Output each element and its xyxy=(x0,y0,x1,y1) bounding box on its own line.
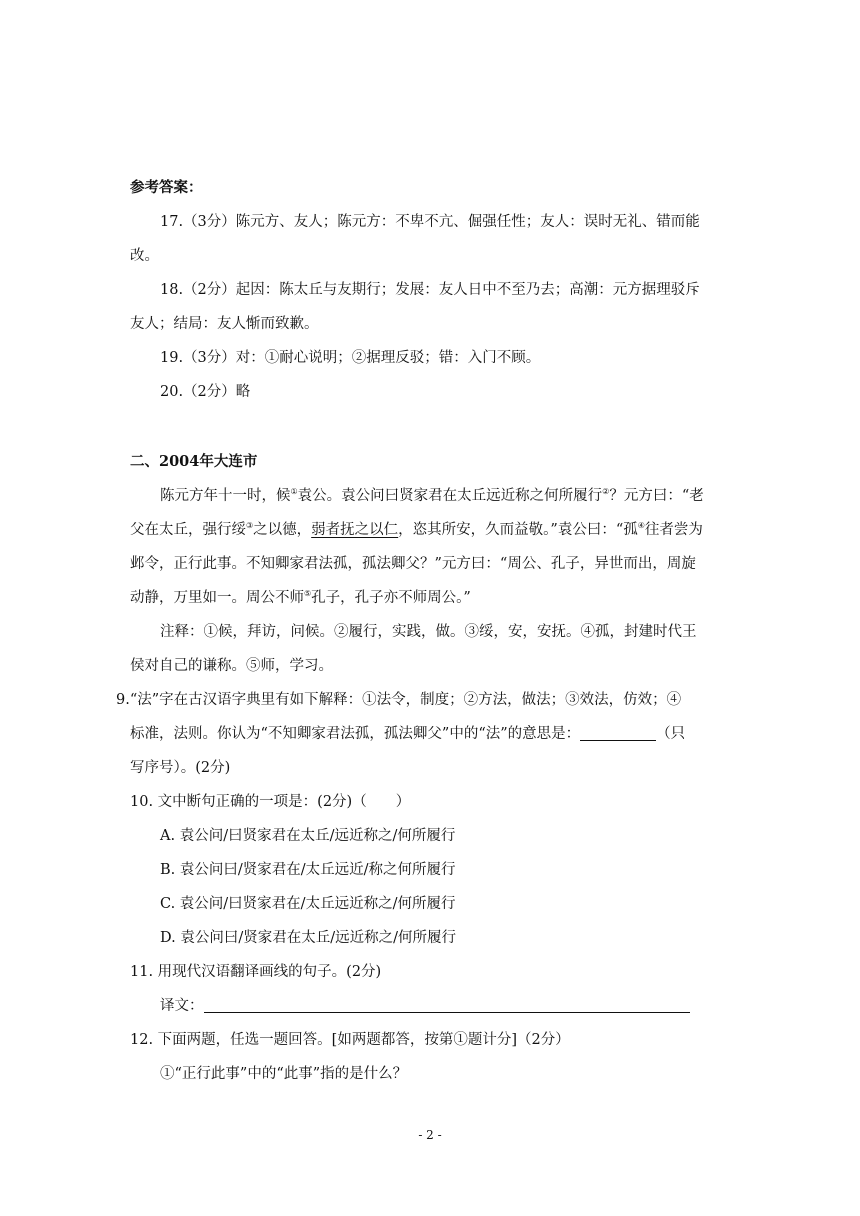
question-9-line-1: 9.“法”字在古汉语字典里有如下解释：①法令，制度；②方法，做法；③效法，仿效；④ xyxy=(116,692,682,708)
footnote-marker: ③ xyxy=(246,521,254,530)
translation-label: 译文： xyxy=(160,998,204,1014)
question-text: 标准，法则。你认为“不知卿家君法孤，孤法卿父”中的“法”的意思是： xyxy=(130,726,581,742)
question-10-option-b: B. 袁公问曰/贤家君在/太丘远近/称之何所履行 xyxy=(160,862,456,878)
passage-text: 动静，万里如一。周公不师 xyxy=(130,590,304,606)
question-12-stem: 12. 下面两题，任选一题回答。[如两题都答，按第①题计分]（2分） xyxy=(130,1032,570,1048)
question-9-line-2 xyxy=(130,724,685,744)
passage-line-2 xyxy=(130,520,703,540)
notes-line-1: 注释：①候，拜访，问候。②履行，实践，做。③绥，安，安抚。④孤，封建时代王 xyxy=(160,624,697,640)
answer-17-line-1: 17.（3分）陈元方、友人；陈元方：不卑不亢、倔强任性；友人：误时无礼、错而能 xyxy=(160,214,700,230)
answer-20: 20.（2分）略 xyxy=(160,384,251,400)
footnote-marker: ⑤ xyxy=(304,589,312,598)
answer-17-line-2: 改。 xyxy=(130,248,159,264)
answer-18-line-2: 友人；结局：友人惭而致歉。 xyxy=(130,316,319,332)
section-2-heading: 二、2004年大连市 xyxy=(130,453,258,470)
passage-line-1 xyxy=(160,486,704,506)
question-text: （只 xyxy=(656,726,686,742)
underlined-sentence: 弱者抚之以仁 xyxy=(311,522,399,538)
passage-line-3: 邺令，正行此事。不知卿家君法孤，孤法卿父？”元方曰：“周公、孔子，异世而出，周旋 xyxy=(130,556,696,572)
footnote-marker: ② xyxy=(602,487,610,496)
footnote-marker: ① xyxy=(290,487,298,496)
passage-text: 之以德， xyxy=(253,522,312,538)
question-11-answer-line xyxy=(160,996,690,1016)
passage-text: 孔子，孔子亦不师周公。” xyxy=(311,590,471,606)
answer-18-line-1: 18.（2分）起因：陈太丘与友期行；发展：友人日中不至乃去；高潮：元方据理驳斥 xyxy=(160,282,700,298)
passage-text: ？元方曰：“老 xyxy=(609,488,704,504)
question-9-line-3: 写序号）。(2分) xyxy=(130,760,231,776)
notes-line-2: 侯对自己的谦称。⑤师，学习。 xyxy=(130,658,333,674)
question-10-option-d: D. 袁公问曰/贤家君在太丘/远近称之/何所履行 xyxy=(160,930,456,946)
question-10-option-c: C. 袁公问/曰贤家君在/太丘远近称之/何所履行 xyxy=(160,896,456,912)
footnote-marker: ④ xyxy=(637,521,645,530)
passage-text: 袁公。袁公问曰贤家君在太丘远近称之何所履行 xyxy=(297,488,603,504)
page-number: - 2 - xyxy=(418,1128,442,1142)
answers-heading: 参考答案： xyxy=(130,179,203,196)
question-10-option-a: A. 袁公问/曰贤家君在太丘/远近称之/何所履行 xyxy=(160,828,456,844)
translation-blank[interactable] xyxy=(204,998,690,1013)
question-11-stem: 11. 用现代汉语翻译画线的句子。(2分) xyxy=(130,964,382,980)
passage-text: 陈元方年十一时，候 xyxy=(160,488,291,504)
passage-line-4 xyxy=(130,588,471,608)
question-12-sub-1: ①“正行此事”中的“此事”指的是什么？ xyxy=(160,1066,408,1082)
question-10-stem: 10. 文中断句正确的一项是：(2分)（ ） xyxy=(130,794,411,810)
passage-text: 父在太丘，强行绥 xyxy=(130,522,246,538)
answer-blank[interactable] xyxy=(580,726,656,741)
passage-text: 往者尝为 xyxy=(644,522,703,538)
answer-19: 19.（3分）对：①耐心说明；②据理反驳；错：入门不顾。 xyxy=(160,350,541,366)
passage-text: ，恣其所安，久而益敬。”袁公曰：“孤 xyxy=(398,522,638,538)
